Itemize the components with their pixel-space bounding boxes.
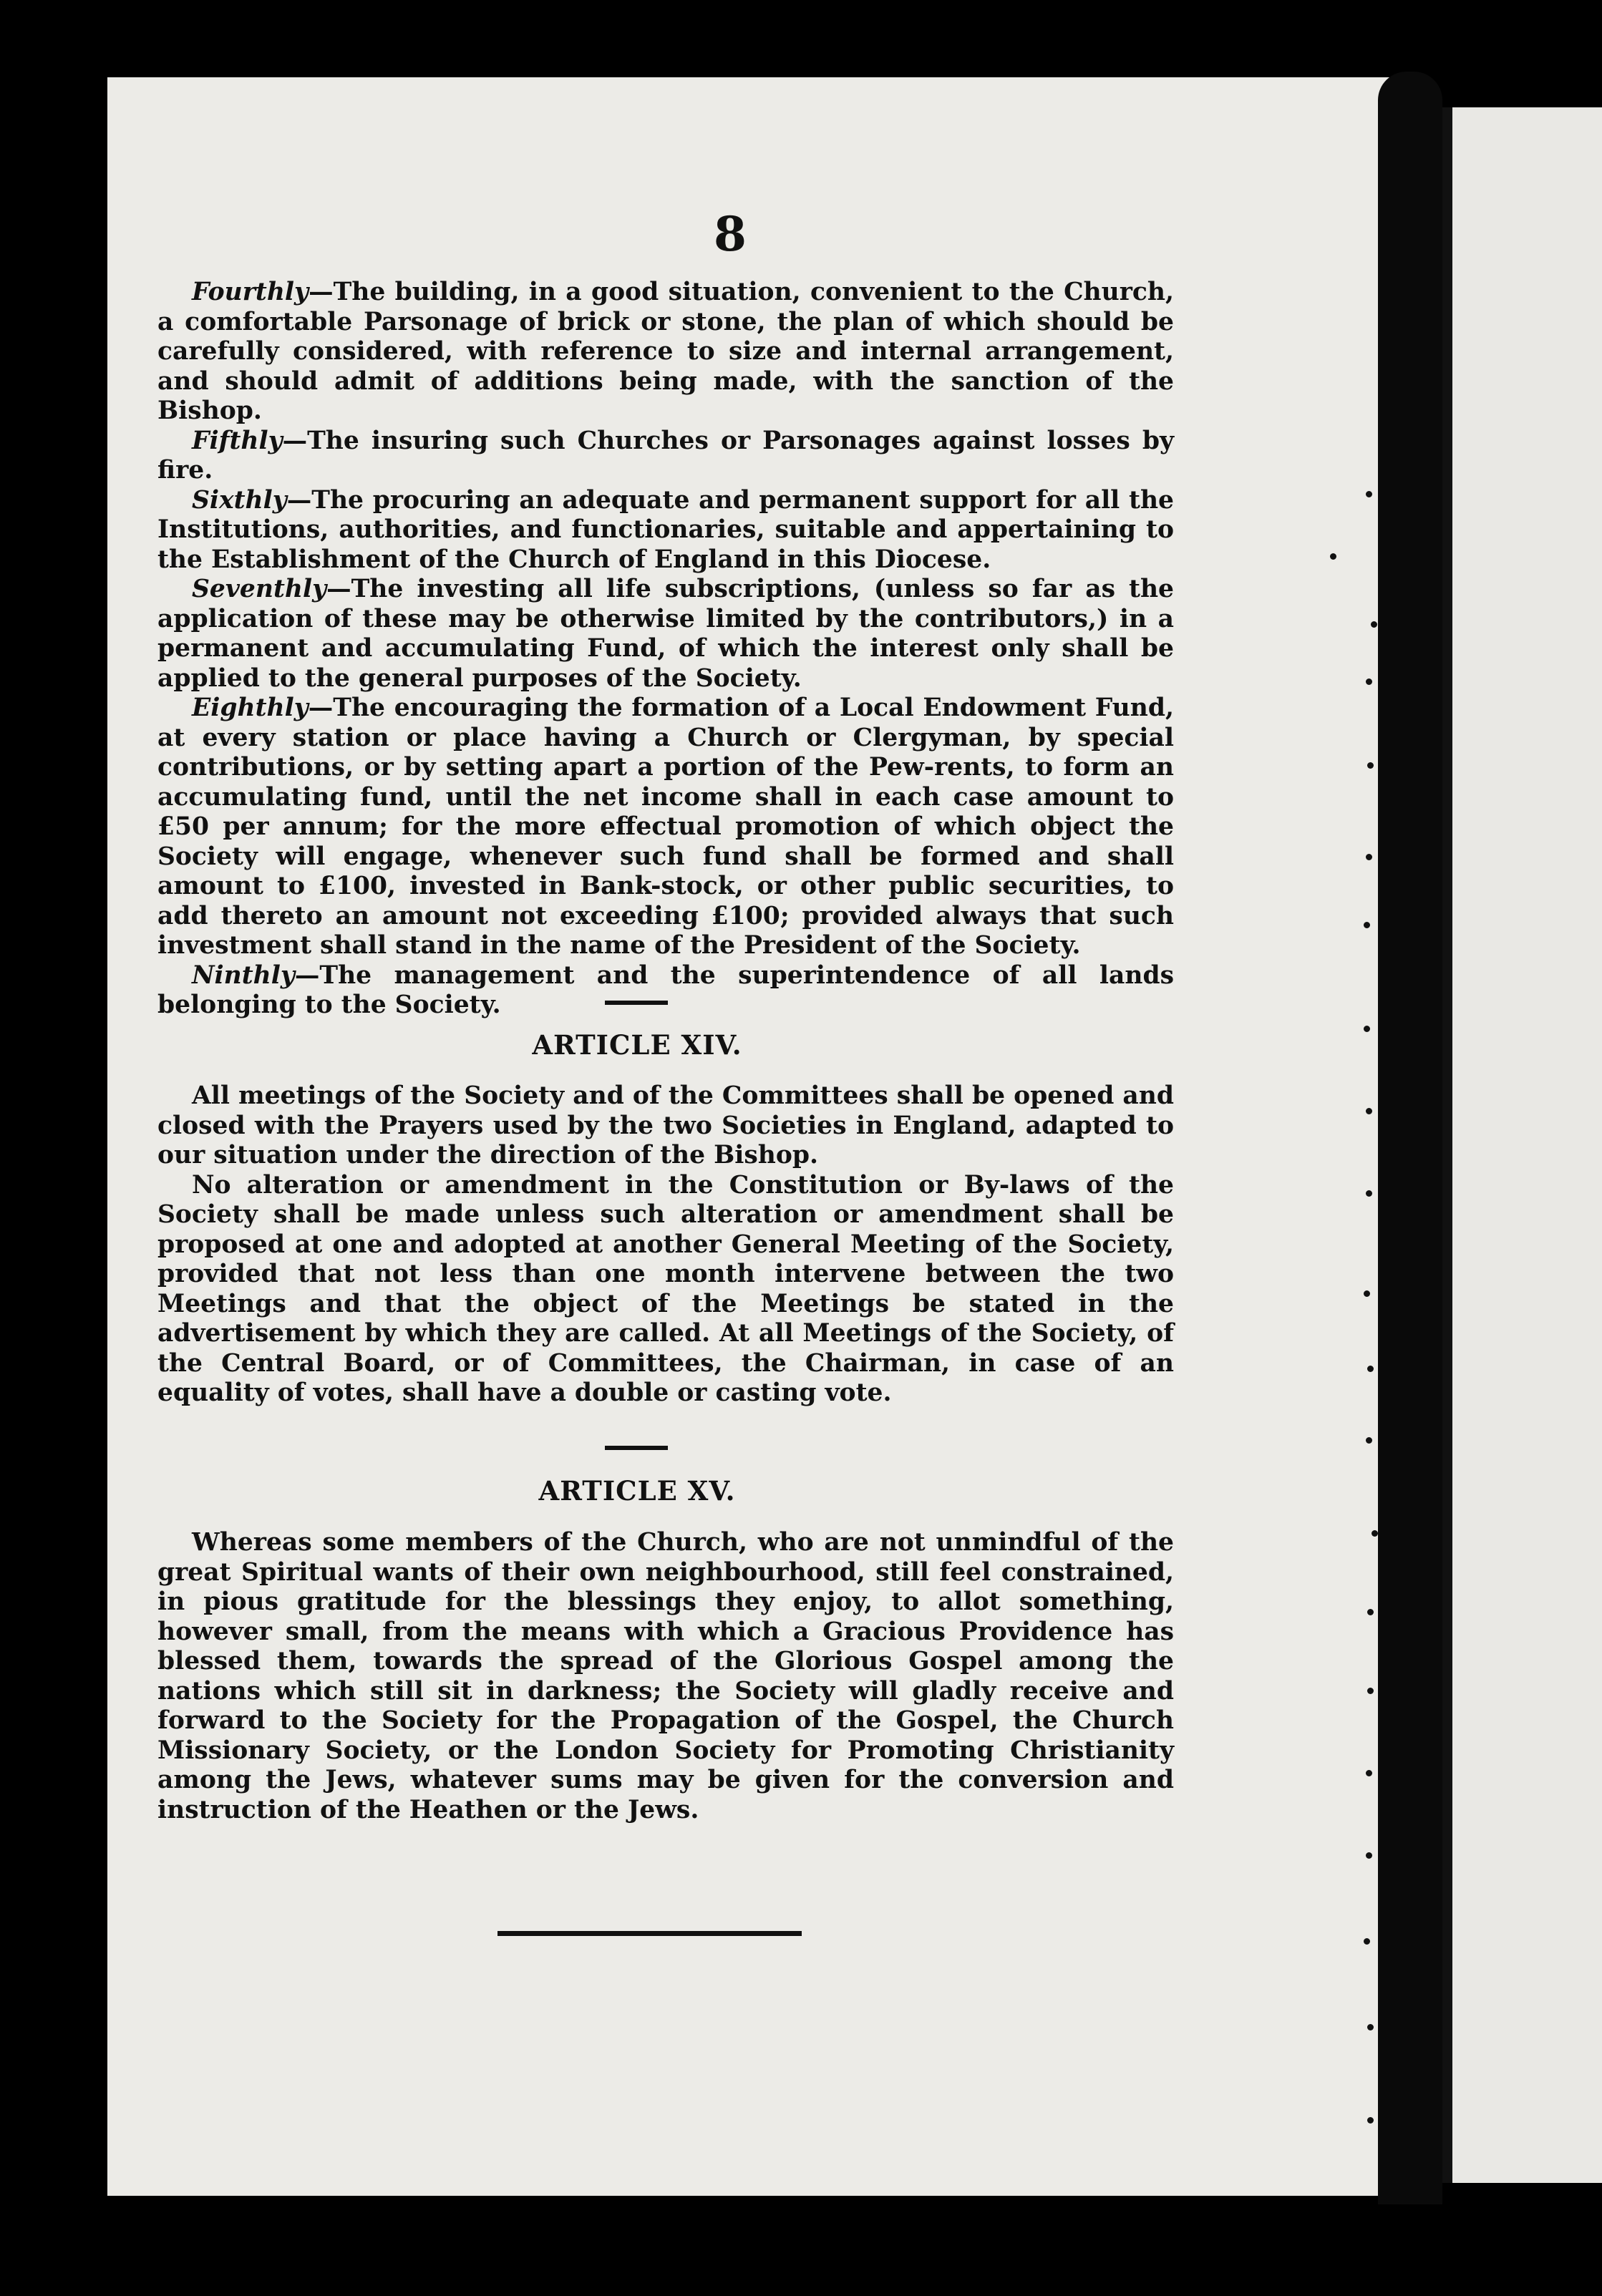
margin-mark — [1366, 1770, 1372, 1776]
clause-label: Ninthly — [192, 960, 295, 990]
clause-label: Sixthly — [192, 485, 287, 515]
article-14-heading: ARTICLE XIV. — [532, 1029, 742, 1061]
margin-mark — [1367, 2024, 1374, 2030]
clause-seventhly — [157, 575, 1174, 694]
clause-label: Fifthly — [192, 426, 283, 455]
margin-mark — [1367, 1366, 1374, 1372]
clause-fourthly — [157, 278, 1174, 427]
margin-mark — [1366, 678, 1372, 685]
margin-mark — [1366, 1437, 1372, 1444]
clauses-continued — [157, 278, 1174, 1021]
clause-sixthly — [157, 486, 1174, 575]
clause-text: —The investing all life subscriptions, (unless so far as the application of these may be otherwise limited by the contributors,) in a permanent and accumulating Fund, of which the interest only shall be applied to the general purposes of the Society. — [157, 575, 1174, 693]
article-15-body — [157, 1528, 1174, 1825]
section-divider — [605, 1446, 668, 1450]
clause-text: —The insuring such Churches or Parsonages against losses by fire. — [157, 426, 1174, 485]
clause-text: —The encouraging the formation of a Local Endowment Fund, at every station or place having a Church or Clergyman, by special contributions, or by setting apart a portion of the Pew-rents, to form an accumulating fund, until the net income shall in each case amount to £50 per annum; for the more effectual promotion of which object the Society will engage, whenever such fund shall be formed and shall amount to £100, invested in Bank-stock, or other public securities, to add thereto an amount not exceeding £100; provided always that such investment shall stand in the name of the President of the Society. — [157, 694, 1174, 960]
facing-page-edge — [1442, 107, 1602, 2183]
document-page — [107, 77, 1396, 2196]
clause-text: —The building, in a good situation, convenient to the Church, a comfortable Parsonage of brick or stone, the plan of which should be carefully considered, with reference to size and internal arrangement, and should admit of additions being made, with the sanction of the Bishop. — [157, 278, 1174, 425]
book-binding — [1378, 72, 1442, 2204]
margin-mark — [1367, 2117, 1374, 2124]
page-number: 8 — [714, 206, 747, 262]
clause-text: —The management and the superintendence of all lands belonging to the Society. — [157, 960, 1174, 1019]
end-rule — [497, 1931, 802, 1936]
article-14-body — [157, 1081, 1174, 1409]
margin-mark — [1372, 1530, 1378, 1537]
clause-eighthly — [157, 694, 1174, 961]
section-divider — [605, 1001, 668, 1005]
clause-ninthly — [157, 961, 1174, 1021]
margin-mark — [1364, 1026, 1370, 1032]
margin-mark — [1366, 854, 1372, 860]
margin-mark — [1330, 553, 1336, 560]
margin-mark — [1366, 1190, 1372, 1197]
margin-mark — [1367, 1688, 1374, 1694]
margin-mark — [1367, 1609, 1374, 1615]
margin-mark — [1366, 1108, 1372, 1114]
clause-label: Fourthly — [192, 278, 309, 306]
clause-fifthly — [157, 427, 1174, 486]
margin-mark — [1364, 922, 1370, 928]
article-15-paragraph: Whereas some members of the Church, who are not unmindful of the great Spiritual wants of their own neighbourhood, still feel constrained, in pious gratitude for the blessings they enjoy, to allot something, however small, from the means with which a Gracious Providence has blessed them, towards the spread of the Glorious Gospel among the nations which still sit in darkness; the Society will gladly receive and forward to the Society for the Propagation of the Gospel, the Church Missionary Society, or the London Society for Promoting Christianity among the Jews, whatever sums may be given for the conversion and instruction of the Heathen or the Jews. — [157, 1528, 1174, 1824]
article-15-heading: ARTICLE XV. — [538, 1475, 736, 1507]
margin-mark — [1364, 1290, 1370, 1297]
margin-mark — [1367, 762, 1374, 769]
clause-label: Seventhly — [192, 575, 327, 603]
article-14-paragraph: All meetings of the Society and of the Committees shall be opened and closed with the Prayers used by the two Societies in England, adapted to our situation under the direction of the Bishop. — [157, 1081, 1174, 1169]
clause-text: —The procuring an adequate and permanent support for all the Institutions, authorities, and functionaries, suitable and appertaining to the Establishment of the Church of England in this Diocese. — [157, 485, 1174, 574]
article-14-paragraph: No alteration or amendment in the Constitution or By-laws of the Society shall be made unless such alteration or amendment shall be proposed at one and adopted at another General Meeting of the Society, provided that not less than one month intervene between the two Meetings and that the object of the Meetings be stated in the advertisement by which they are called. At all Meetings of the Society, of the Central Board, or of Committees, the Chairman, in case of an equality of votes, shall have a double or casting vote. — [157, 1170, 1174, 1407]
margin-mark — [1366, 1852, 1372, 1859]
margin-mark — [1371, 621, 1377, 628]
clause-label: Eighthly — [192, 694, 309, 722]
margin-mark — [1364, 1938, 1370, 1945]
margin-mark — [1366, 491, 1372, 497]
